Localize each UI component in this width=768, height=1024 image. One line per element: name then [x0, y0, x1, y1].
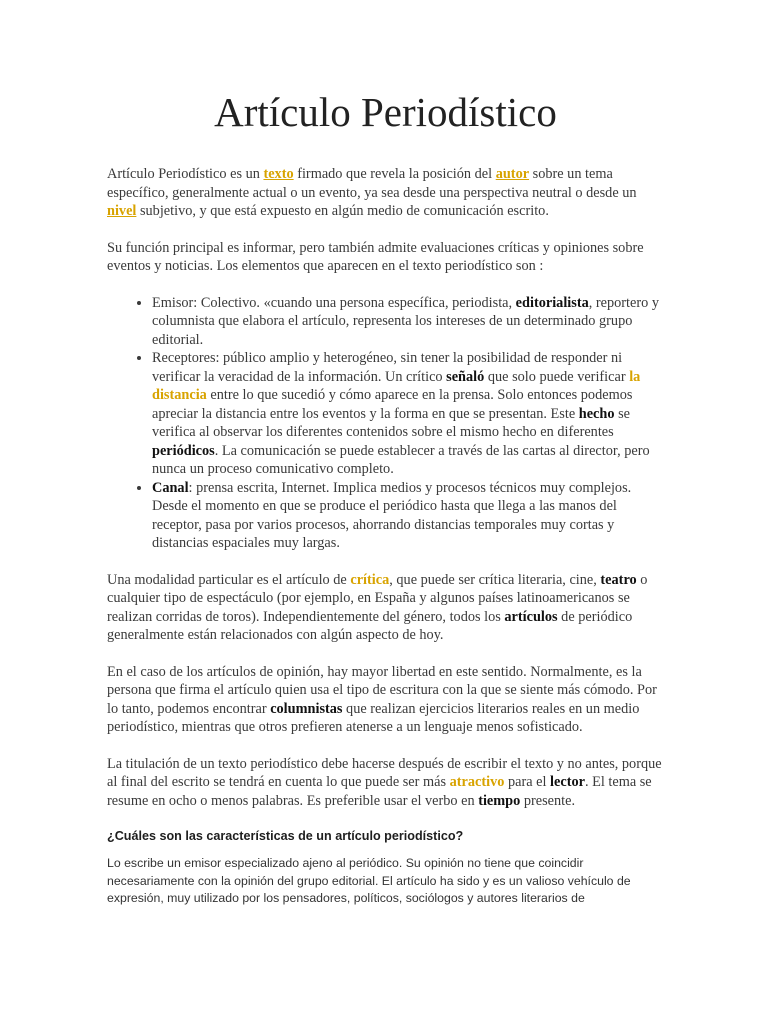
link-nivel[interactable]: nivel: [107, 203, 137, 219]
text-span: sobre un tema específico, generalmente actual o un evento, ya sea desde una perspectiva neutral o desde un: [107, 166, 637, 201]
text-span: , reportero y columnista que elabora el artículo, representa los intereses de un determinado grupo editorial.: [152, 294, 659, 348]
list-item-emisor: [152, 294, 664, 350]
text-span: entre lo que sucedió y cómo aparece en la prensa. Solo entonces podemos apreciar la distancia entre los eventos y la forma en que se presentan. Este: [152, 387, 633, 422]
text-span: de periódico generalmente están relacionados con algún aspecto de hoy.: [107, 608, 633, 643]
text-span: Artículo Periodístico es un: [107, 166, 264, 182]
text-span: que solo puede verificar: [484, 368, 630, 385]
text-span: se verifica al observar los diferentes contenidos sobre el mismo hecho en diferentes: [152, 405, 630, 440]
text-span: subjetivo, y que está expuesto en algún medio de comunicación escrito.: [136, 203, 549, 219]
bold-term: señaló: [446, 368, 485, 385]
text-span: o cualquier tipo de espectáculo (por ejemplo, en España y algunos países latinoamericanos se realizan corridas de toros). Independientemente del género, todos los: [107, 571, 648, 625]
text-span: . La comunicación se puede establecer a través de las cartas al director, pero nunca un proceso comunicativo completo.: [152, 442, 650, 477]
link-texto[interactable]: texto: [263, 166, 294, 182]
link-critica[interactable]: crítica: [350, 571, 390, 588]
function-paragraph: Su función principal es informar, pero también admite evaluaciones críticas y opiniones sobre eventos y noticias. Los elementos que aparecen en el texto periodístico son :: [107, 239, 644, 274]
section-heading: ¿Cuáles son las características de un artículo periodístico?: [107, 829, 464, 843]
list-item-canal: [152, 479, 664, 553]
bold-term: hecho: [578, 405, 615, 422]
bold-term: teatro: [600, 571, 637, 588]
text-span: , que puede ser crítica literaria, cine,: [389, 571, 601, 588]
page-title: Artículo Periodístico: [214, 89, 557, 135]
link-la-distancia[interactable]: la distancia: [152, 368, 641, 403]
text-span: Receptores: público amplio y heterogéneo, sin tener la posibilidad de responder ni verificar la veracidad de la información. Un crítico: [152, 350, 623, 385]
characteristics-paragraph: Lo escribe un emisor especializado ajeno al periódico. Su opinión no tiene que coincidir necesariamente con la opinión del grupo editorial. El artículo ha sido y es un valioso vehículo de expresión, muy utilizado por los pensadores, políticos, sociólogos y autores literarios de: [107, 856, 631, 905]
bold-term: columnistas: [270, 700, 343, 717]
text-span: Emisor: Colectivo. «cuando una persona específica, periodista,: [152, 294, 516, 311]
elements-list: [107, 294, 664, 553]
list-item-receptores: [152, 349, 664, 479]
text-span: : prensa escrita, Internet. Implica medios y procesos técnicos muy complejos. Desde el momento en que se produce el periódico hasta que llega a las manos del receptor, pasa por varios procesos, ahorrando distancias temporales muy cortas y distancias espaciales muy largas.: [152, 479, 632, 551]
bold-term: Canal: [152, 479, 189, 496]
bold-term: tiempo: [478, 792, 521, 809]
intro-paragraph: [107, 165, 664, 221]
text-span: firmado que revela la posición del: [293, 166, 496, 182]
text-span: para el: [504, 774, 551, 790]
text-span: presente.: [520, 792, 576, 809]
text-span: Una modalidad particular es el artículo de: [107, 571, 351, 588]
text-span: . El tema se resume en ocho o menos palabras. Es preferible usar el verbo en: [107, 774, 652, 809]
bold-term: editorialista: [515, 294, 589, 311]
critica-paragraph: [107, 571, 664, 645]
text-span: que realizan ejercicios literarios reales en un medio periodístico, mientras que otros prefieren atenerse a un lenguaje menos sofisticado.: [107, 700, 640, 735]
bold-term: artículos: [504, 608, 558, 625]
text-span: En el caso de los artículos de opinión, hay mayor libertad en este sentido. Normalmente, es la persona que firma el artículo quien usa el tipo de escritura con la que se siente más cómodo. Por lo tanto, podemos encontrar: [107, 663, 657, 717]
link-atractivo[interactable]: atractivo: [449, 774, 505, 790]
opinion-paragraph: [107, 663, 664, 737]
bold-term: periódicos: [152, 442, 215, 459]
link-autor[interactable]: autor: [495, 166, 530, 182]
text-span: La titulación de un texto periodístico debe hacerse después de escribir el texto y no antes, porque al final del escrito se tendrá en cuenta lo que puede ser más: [107, 755, 662, 790]
bold-term: lector: [550, 774, 585, 790]
titulacion-paragraph: [107, 755, 664, 811]
